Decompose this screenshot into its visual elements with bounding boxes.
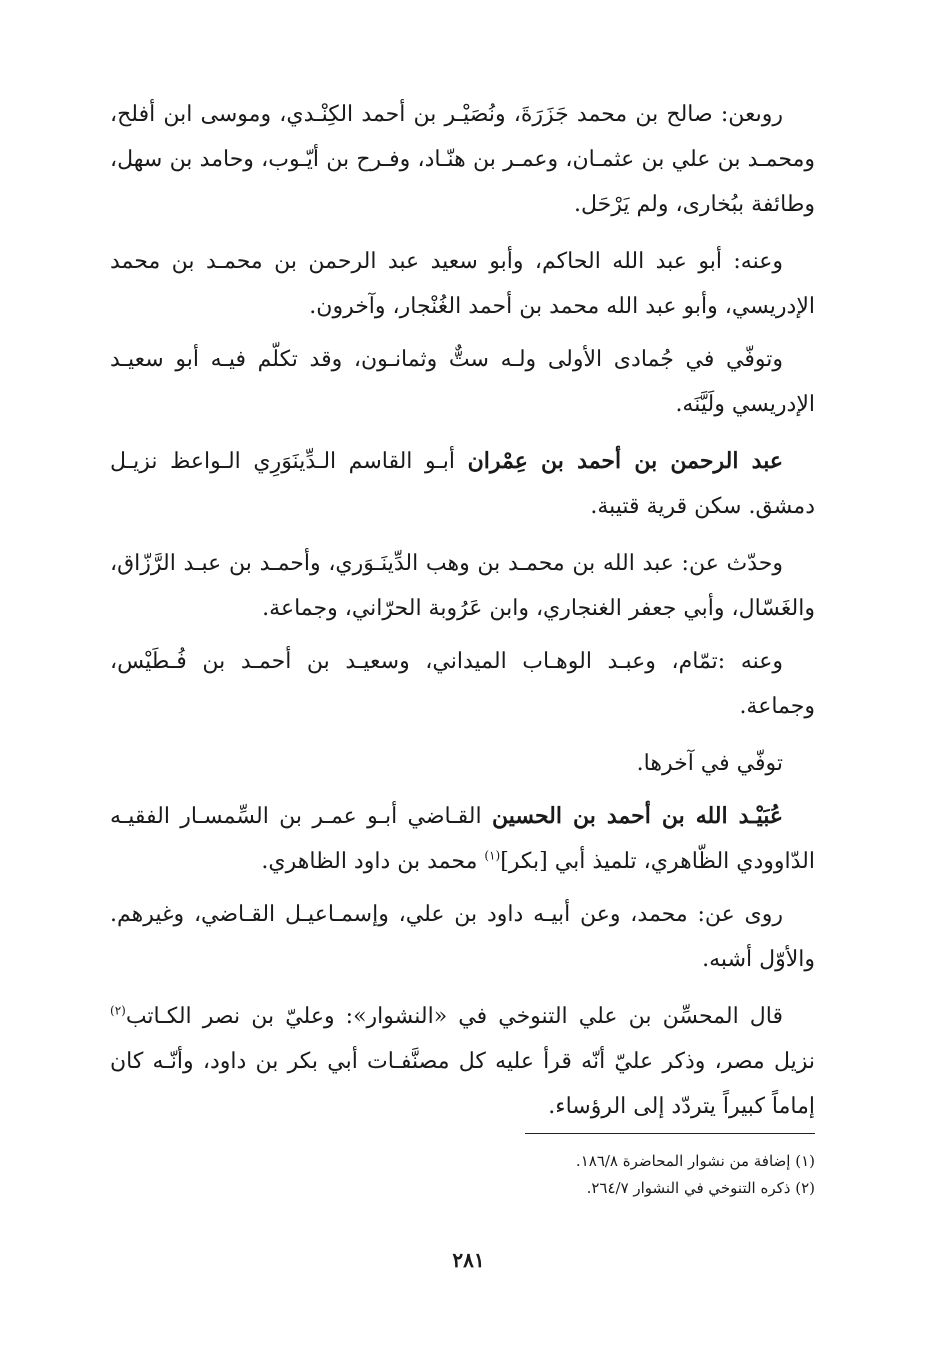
paragraph-2 [110,239,815,329]
paragraph-text: وتوفّي في جُمادى الأولى ولـه ستٌّ وثمانـون، وقد تكلّم فيـه أبو سعيـد الإدريسي ولَيَّنَه. [110,347,815,417]
paragraph-6 [110,639,815,729]
paragraph-10 [110,994,815,1129]
paragraph-text: وعنه :تمّام، وعبـد الوهـاب الميداني، وسعيـد بن أحمـد بن فُـطَيْس، وجماعة. [110,649,815,719]
paragraph-3 [110,337,815,427]
paragraph-text: وعنه: أبو عبد الله الحاكم، وأبو سعيد عبد الرحمن بن محمـد بن محمد الإدريسي، وأبو عبد الله محمد بن أحمد الغُنْجار، وآخرون. [110,249,815,319]
main-text [110,92,815,1129]
paragraph-text: وحدّث عن: عبد الله بن محمـد بن وهب الدِّينَـوَري، وأحمـد بن عبـد الرَّزّاق، والغَسّال، وأبي جعفر الغنجاري، وابن عَرُوبة الحرّاني، وجماعة. [110,551,815,621]
entry-heading: عُبَيْـد الله بن أحمد بن الحسين [491,803,783,829]
footnote-divider [525,1133,815,1134]
paragraph-text: توفّي في آخرها. [636,751,783,776]
paragraph-text: روى عن: محمد، وعن أبيـه داود بن علي، وإسمـاعيـل القـاضي، وغيرهم. والأوّل أشبه. [110,902,815,972]
paragraph-text: قال المحسِّن بن علي التنوخي في «النشوار»: وعليّ بن نصر الكـاتب [125,1004,783,1029]
paragraph-8 [110,794,815,884]
footnote-marker: (٢) [110,1003,126,1018]
paragraph-text: نزيل مصر، وذكر عليّ أنّه قرأ عليه كل مصنَّفـات أبي بكر بن داود، وأنّـه كان إماماً كبيراً يتردّد إلى الرؤساء. [110,1049,815,1119]
paragraph-9 [110,892,815,982]
paragraph-text: روىعن: صالح بن محمد جَزَرَةَ، ونُصَيْـر بن أحمد الكِنْـدي، وموسى ابن أفلح، ومحمـد بن علي بن عثمـان، وعمـر بن هنّـاد، وفـرح بن أيّـوب، وحامد بن سهل، وطائفة ببُخارى، ولم يَرْحَل. [110,102,816,217]
paragraph-1 [110,92,815,227]
footnote-marker: (١) [484,848,501,863]
page-number: ٢٨١ [452,1248,485,1272]
paragraph-5 [110,541,815,631]
entry-heading: عبد الرحمن بن أحمد بن عِمْران [467,448,783,474]
paragraph-7 [110,741,815,786]
paragraph-text: أبـو القاسم الـدِّينَوَرِي الـواعظ نزيـل دمشق. سكن قرية قتيبة. [110,449,815,519]
footnote-1: (١) إضافة من نشوار المحاضرة ١٨٦/٨. [575,1152,815,1170]
footnote-2: (٢) ذكره التنوخي في النشوار ٢٦٤/٧. [586,1179,815,1197]
paragraph-text: محمد بن داود الظاهري. [261,849,485,874]
paragraph-text: القـاضي أبـو عمـر بن السِّمسـار الفقيـه الدّاوودي الظّاهري، تلميذ أبي [بكر] [110,804,815,874]
footnotes [455,1148,815,1202]
paragraph-4 [110,439,815,529]
